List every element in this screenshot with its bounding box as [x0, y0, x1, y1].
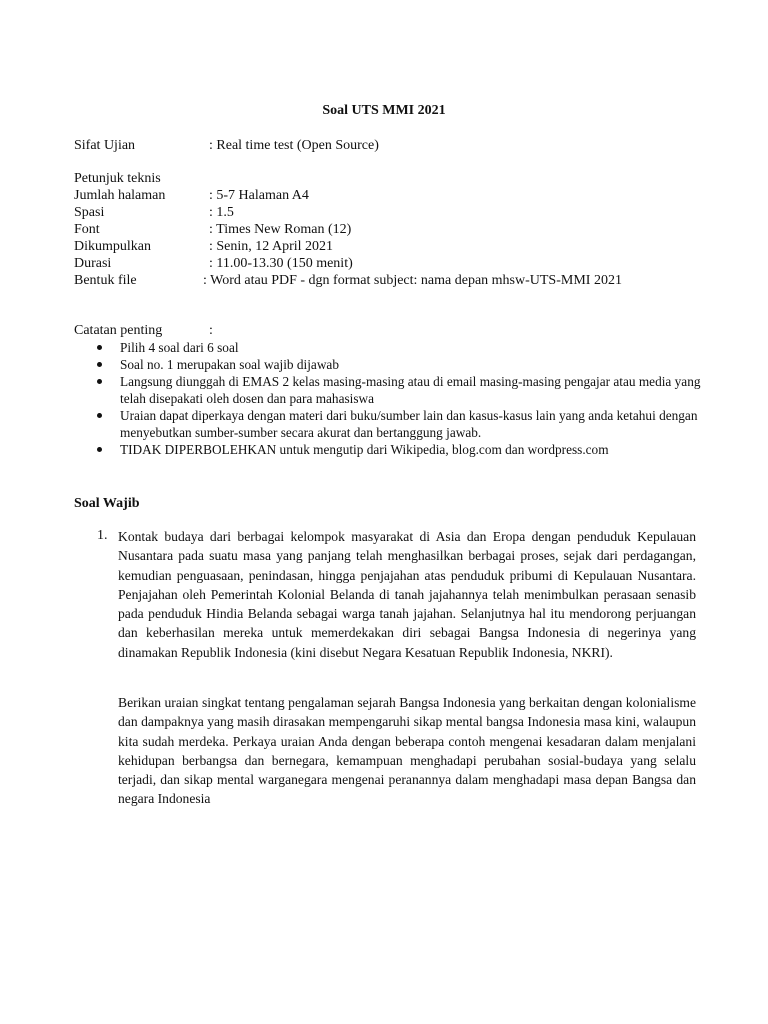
detail-label: Bentuk file	[74, 273, 137, 288]
list-item-text: Uraian dapat diperkaya dengan materi dari buku/sumber lain dan kasus-kasus lain yang anda ketahui dengan menyebutkan sumber-sumber secara akurat dan bertanggung jawab.	[120, 408, 698, 440]
bullet-icon	[97, 379, 102, 384]
question-paragraph: Kontak budaya dari berbagai kelompok masyarakat di Asia dan Eropa dengan penduduk Kepulauan Nusantara pada suatu masa yang panjang telah menghasilkan berbagai proses, sejak dari perdagangan, kemudian penguasaan, penindasan, hingga penjajahan atas penduduk pribumi di Kepulauan Nusantara. Penjajahan oleh Pemerintah Kolonial Belanda di tanah jajahannya telah menimbulkan perasaan senasib pada penduduk Hindia Belanda sebagai warga tanah jajahan. Selanjutnya hal itu mendorong perjuangan dan keberhasilan mereka untuk memerdekakan diri sebagai Bangsa Indonesia di negerinya yang dinamakan Republik Indonesia (kini disebut Negara Kesatuan Republik Indonesia, NKRI).	[118, 529, 696, 660]
detail-value: : 11.00-13.30 (150 menit)	[209, 256, 353, 271]
soal-wajib-heading: Soal Wajib	[74, 496, 140, 511]
catatan-value: :	[209, 323, 213, 338]
detail-label: Dikumpulkan	[74, 239, 151, 254]
list-item-text: Pilih 4 soal dari 6 soal	[120, 340, 239, 355]
bullet-icon	[97, 362, 102, 367]
question-instruction: Berikan uraian singkat tentang pengalaman sejarah Bangsa Indonesia yang berkaitan dengan kolonialisme dan dampaknya yang masih dirasakan mempengaruhi sikap mental bangsa Indonesia masa kini, walaupun kita sudah merdeka. Perkaya uraian Anda dengan beberapa contoh mengenai kesadaran dalam menjalani kehidupan berbangsa dan bernegara, kemampuan menghadapi perubahan sosial-budaya yang selalu terjadi, dan sikap mental warganegara mengenai peranannya dalam menghadapi masa depan Bangsa dan negara Indonesia	[118, 695, 696, 807]
list-item-text: Langsung diunggah di EMAS 2 kelas masing-masing atau di email masing-masing pengajar atau media yang telah disepakati oleh dosen dan para mahasiswa	[120, 374, 701, 406]
bullet-icon	[97, 447, 102, 452]
detail-label: Font	[74, 222, 100, 237]
detail-label: Durasi	[74, 256, 112, 271]
question-number: 1.	[97, 528, 108, 543]
detail-value: : Word atau PDF - dgn format subject: nama depan mhsw-UTS-MMI 2021	[203, 273, 622, 288]
bullet-icon	[97, 413, 102, 418]
document-title: Soal UTS MMI 2021	[322, 103, 446, 118]
catatan-label: Catatan penting	[74, 323, 163, 338]
detail-value: : 1.5	[209, 205, 234, 220]
list-item	[92, 339, 712, 356]
detail-label: Spasi	[74, 205, 105, 220]
detail-value: : Times New Roman (12)	[209, 222, 352, 237]
list-item-text: TIDAK DIPERBOLEHKAN untuk mengutip dari Wikipedia, blog.com dan wordpress.com	[120, 442, 609, 457]
list-item	[92, 407, 712, 441]
detail-label: Jumlah halaman	[74, 188, 166, 203]
petunjuk-heading: Petunjuk teknis	[74, 171, 161, 186]
sifat-label: Sifat Ujian	[74, 138, 136, 153]
detail-value: : Senin, 12 April 2021	[209, 239, 334, 254]
list-item-text: Soal no. 1 merupakan soal wajib dijawab	[120, 357, 339, 372]
list-item	[92, 356, 712, 373]
sifat-value: : Real time test (Open Source)	[209, 138, 379, 153]
bullet-icon	[97, 345, 102, 350]
list-item	[92, 441, 712, 458]
detail-value: : 5-7 Halaman A4	[209, 188, 309, 203]
list-item	[92, 373, 712, 407]
notes-list	[92, 339, 712, 458]
